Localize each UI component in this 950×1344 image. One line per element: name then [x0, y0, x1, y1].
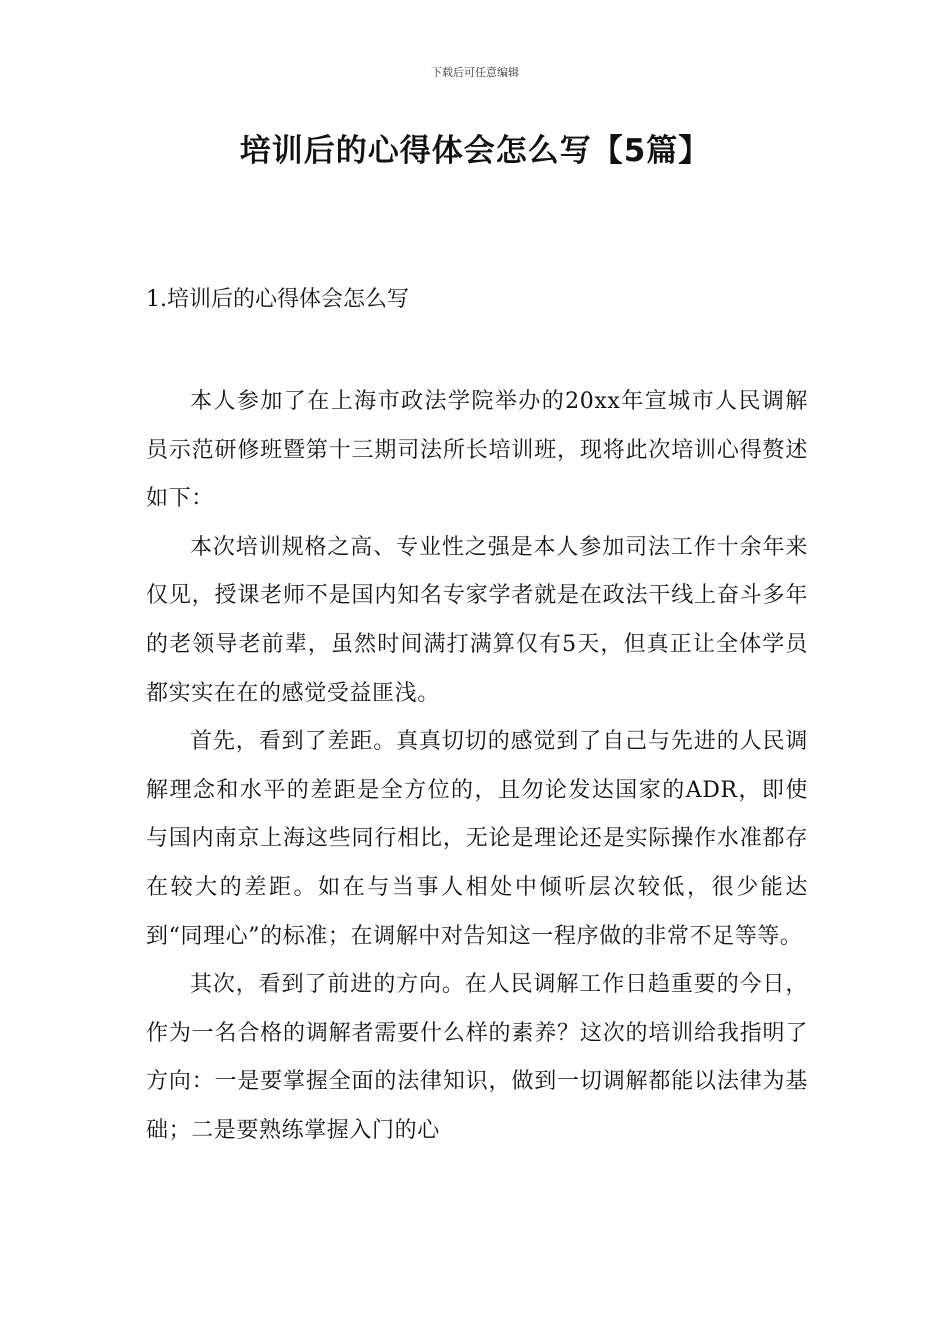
paragraph-4: 其次，看到了前进的方向。在人民调解工作日趋重要的今日，作为一名合格的调解者需要什么样的素养？这次的培训给我指明了方向：一是要掌握全面的法律知识，做到一切调解都能以法律为基础；二是要熟练掌握入门的心 [146, 972, 808, 1143]
paragraph-3: 首先，看到了差距。真真切切的感觉到了自己与先进的人民调解理念和水平的差距是全方位的，且勿论发达国家的ADR，即使与国内南京上海这些同行相比，无论是理论还是实际操作水准都存在较大的差距。如在与当事人相处中倾听层次较低，很少能达到“同理心”的标准；在调解中对告知这一程序做的非常不足等等。 [146, 729, 808, 949]
page-title: 培训后的心得体会怎么写【5篇】 [239, 133, 711, 169]
section-heading: 1.培训后的心得体会怎么写 [146, 287, 409, 312]
paragraph-1: 本人参加了在上海市政法学院举办的20xx年宣城市人民调解员示范研修班暨第十三期司法所长培训班，现将此次培训心得赘述如下： [146, 389, 808, 512]
paragraph-2: 本次培训规格之高、专业性之强是本人参加司法工作十余年来仅见，授课老师不是国内知名专家学者就是在政法干线上奋斗多年的老领导老前辈，虽然时间满打满算仅有5天，但真正让全体学员都实实在在的感觉受益匪浅。 [146, 534, 808, 706]
header-note: 下载后可任意编辑 [431, 66, 519, 79]
body-text [146, 378, 808, 1156]
